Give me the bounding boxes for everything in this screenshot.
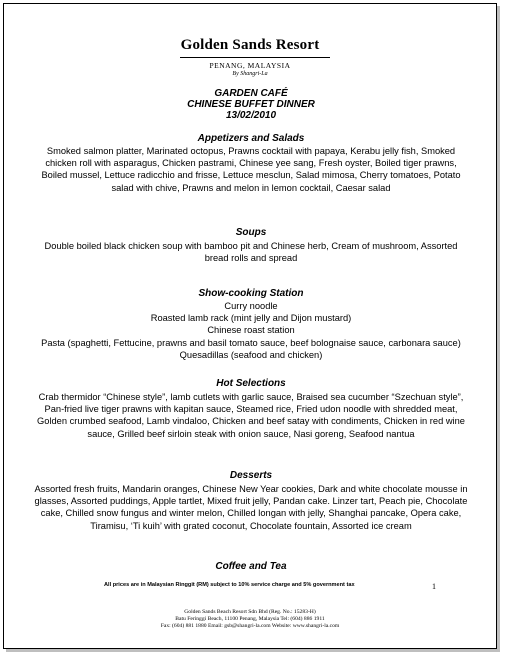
section-body-soups: Double boiled black chicken soup with bamboo pit and Chinese herb, Cream of mushroom, Assorted bread rolls and spread [44, 241, 458, 264]
menu-date: 13/02/2010 [225, 110, 277, 121]
menu-venue: GARDEN CAFÉ [214, 88, 288, 99]
section-heading-soups: Soups [235, 227, 267, 238]
header-divider [180, 57, 330, 58]
section-body-desserts: Assorted fresh fruits, Mandarin oranges, Chinese New Year cookies, Dark and white chocolate mousse in glasses, Assorted puddings, Apple tartlet, Mixed fruit jelly, Pandan cake. Linzer tart, Peach pie, Chocolate cake, Chilled snow fungus and winter melon, Chilled longan with jelly, Shanghai pancake, Opera cake, Tiramisu, ‘Ti kuih’ with grated coconut, Chocolate fountain, Assorted ice cream [34, 484, 468, 531]
resort-name: Golden Sands Resort [180, 37, 320, 53]
show-cooking-item: Roasted lamb rack (mint jelly and Dijon mustard) [150, 313, 352, 324]
address-line: Fax: (604) 881 1880 Email: gsb@shangri-la.com Website: www.shangri-la.com [160, 623, 340, 630]
section-heading-appetizers: Appetizers and Salads [197, 133, 305, 144]
section-body-show-cooking [32, 300, 470, 361]
address-line: Batu Feringgi Beach, 11100 Penang, Malaysia Tel: (604) 886 1911 [175, 616, 325, 623]
section-heading-beverages: Coffee and Tea [215, 561, 287, 572]
address-block [4, 609, 496, 631]
show-cooking-item: Quesadillas (seafood and chicken) [179, 349, 323, 360]
page-number: 1 [432, 582, 436, 591]
show-cooking-item: Curry noodle [224, 301, 278, 311]
show-cooking-item: Chinese roast station [207, 325, 295, 336]
pricing-note: All prices are in Malaysian Ringgit (RM) subject to 10% service charge and 5% government tax [104, 582, 355, 588]
menu-page [3, 3, 497, 649]
section-heading-desserts: Desserts [229, 470, 273, 481]
section-heading-hot-selections: Hot Selections [216, 378, 286, 389]
address-line: Golden Sands Beach Resort Sdn Bhd (Reg. No.: 15283-H) [184, 609, 316, 615]
resort-location: PENANG, MALAYSIA [209, 61, 291, 70]
menu-event: CHINESE BUFFET DINNER [187, 99, 315, 110]
section-body-appetizers: Smoked salmon platter, Marinated octopus, Prawns cocktail with papaya, Kerabu jelly fish, Smoked chicken roll with asparagus, Chicken pastrami, Chinese yee sang, Fresh oyster, Boiled tiger prawns, Boiled mussel, Lettuce radicchio and frisse, Lettuce mesclun, Salad mimosa, Cherry tomatoes, Potato salad with chive, Prawns and melon in lemon cocktail, Caesar salad [41, 146, 461, 193]
resort-byline: By Shangri-La [232, 71, 268, 77]
section-heading-show-cooking: Show-cooking Station [198, 288, 304, 299]
section-body-hot-selections: Crab thermidor “Chinese style”, lamb cutlets with garlic sauce, Braised sea cucumber “Szechuan style”, Pan-fried live tiger prawns with kapitan sauce, Steamed rice, Fried udon noodle with shredded meat, Golden crumbed seafood, Lamb vindaloo, Chicken and beef satay with condiments, Chicken in red wine sauce, Grilled beef sirloin steak with onion sauce, Nasi goreng, Seafood nantua [37, 392, 465, 439]
show-cooking-item: Pasta (spaghetti, Fettucine, prawns and basil tomato sauce, beef bolognaise sauce, carbonara sauce) [41, 337, 461, 348]
